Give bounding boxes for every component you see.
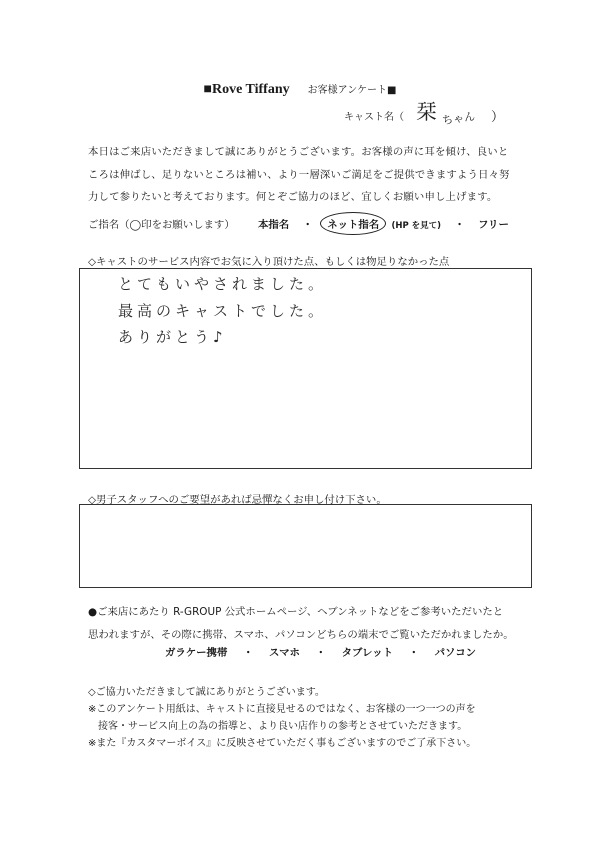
nomination-label: ご指名（◯印をお願いします） — [88, 219, 235, 231]
staff-request-box[interactable] — [79, 504, 532, 588]
device-options — [165, 644, 476, 659]
closing-line: 接客・サービス向上の為の指導と、より良い店作りの参考とさせていただきます。 — [88, 721, 468, 732]
cast-name-label: キャスト名（ — [344, 112, 404, 123]
closing-notes — [88, 684, 476, 752]
cast-feedback-heading: ◇キャストのサービス内容でお気に入り頂けた点、もしくは物足りなかった点 — [88, 256, 450, 268]
device-option-pc[interactable]: パソコン — [434, 647, 477, 659]
cast-feedback-box[interactable] — [79, 268, 532, 469]
feedback-handwritten-line: ありがとう♪ — [118, 328, 227, 346]
store-name: ■Rove Tiffany — [203, 82, 290, 97]
separator: ・ — [315, 647, 326, 659]
intro-line: 本日はご来店いただきまして誠にありがとうございます。お客様の声に耳を傾け、良いと — [88, 146, 509, 158]
cast-name-handwritten: 栞 — [416, 100, 437, 124]
staff-request-heading: ◇男子スタッフへのご要望があれば忌憚なくお申し付け下さい。 — [88, 494, 387, 506]
closing-line: ※このアンケート用紙は、キャストに直接見せるのではなく、お客様の一つ一つの声を — [88, 704, 476, 715]
cast-suffix-handwritten: ちゃん — [441, 109, 476, 128]
feedback-handwritten-line: 最高のキャストでした。 — [118, 302, 328, 320]
device-option-feature-phone[interactable]: ガラケー携帯 — [165, 647, 228, 659]
intro-paragraph — [88, 141, 528, 209]
device-option-smartphone[interactable]: スマホ — [268, 647, 300, 659]
intro-line: ころは伸ばし、足りないところは補い、より一層深いご満足をご提供できますよう日々努 — [88, 168, 510, 181]
option-net-shimei-circled[interactable]: ネット指名 — [320, 212, 386, 235]
feedback-handwritten-line: とてもいやされました。 — [118, 275, 328, 293]
separator: ・ — [408, 647, 420, 659]
device-option-tablet[interactable]: タブレット — [341, 647, 394, 659]
separator: ・ — [302, 219, 313, 231]
separator: ・ — [454, 219, 465, 231]
closing-line: ◇ご協力いただきまして誠にありがとうございます。 — [88, 687, 325, 698]
option-free[interactable]: フリー — [478, 219, 509, 231]
survey-title: お客様アンケート■ — [307, 85, 397, 96]
device-question-line: ●ご来店にあたり R-GROUP 公式ホームページ、ヘブンネットなどをご参考いただいたと — [88, 606, 504, 618]
nomination-row — [88, 212, 509, 235]
closing-line: ※また『カスタマーボイス』に反映させていただく事もございますのでご了承下さい。 — [88, 738, 477, 749]
intro-line: 力して参りたいと考えております。何とぞご協力のほど、宜しくお願い申し上げます。 — [88, 191, 498, 203]
option-hon-shimei[interactable]: 本指名 — [258, 219, 290, 231]
device-question-line: 思われますが、その際に携帯、スマホ、パソコンどちらの端末でご覧いただかれましたか。 — [88, 629, 514, 641]
survey-header — [0, 81, 600, 99]
cast-name-close: ） — [491, 110, 505, 125]
separator: ・ — [242, 647, 254, 659]
net-shimei-note: (HP を見て) — [391, 221, 442, 231]
